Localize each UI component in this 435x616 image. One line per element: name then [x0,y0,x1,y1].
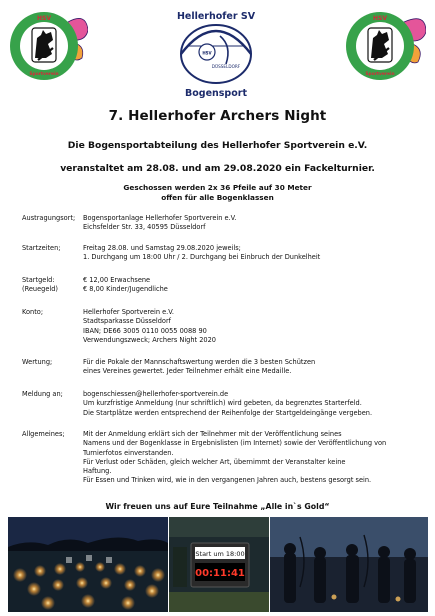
row-line: Haftung. [83,467,112,476]
row-line: Namens und der Bogenklasse in Ergebnislisten (im Internet) sowie der Veröffentlichung von [83,439,387,448]
subtitle-classes: offen für alle Bogenklassen [161,193,274,202]
row-label: Wertung; [22,358,53,366]
row-line: Turnierfotos einverstanden. [83,448,174,457]
row-label: Startgeld: [22,276,55,284]
photo-timer [169,517,269,612]
row-line: € 12,00 Erwachsene [83,276,151,284]
row-line: Eichsfelder Str. 33, 40595 Düsseldorf [83,223,206,232]
logo-center-top-text: Hellerhofer SV [176,11,256,22]
event-title: 7. Hellerhofer Archers Night [108,108,327,124]
logo-center-bottom-text: Bogensport [185,88,247,99]
subtitle-format [0,183,435,203]
closing-line: Wir freuen uns auf Eure Teilnahme „Alle in`s Gold“ [105,502,330,511]
logo-center-city: DÜSSELDORF [211,64,241,69]
logo-left-hsv-text: HSV [37,15,51,22]
row-line: Für Verlust oder Schäden, gleich welcher Art, übernimmt der Veranstalter keine [83,457,346,466]
photo-archers [270,517,428,612]
timer-label: Start um 18:00 [195,550,245,558]
email-link[interactable]: bogenschiessen@hellerhofer-sportverein.de [83,390,229,398]
row-line: Hellerhofer Sportverein e.V. [83,308,175,316]
svg-text:Sportverein: Sportverein [29,72,59,77]
row-line: Stadtsparkasse Düsseldorf [83,317,171,326]
row-line: Verwendungszweck; Archers Night 2020 [83,335,217,344]
row-line: € 8,00 Kinder/Jugendliche [83,285,168,294]
row-label-sub: (Reuegeld) [22,285,58,294]
row-label: Austragungsort; [22,214,76,222]
row-line: Die Startplätze werden entsprechend der Reihenfolge der Startgeldeingänge vergeben. [83,408,373,417]
subtitle-arrows: Geschossen werden 2x 36 Pfeile auf 30 Meter [123,183,312,192]
row-line: Bogensportanlage Hellerhofer Sportverein e.V. [83,214,237,222]
row-line: Freitag 28.08. und Samstag 29.08.2020 jeweils; [83,244,241,252]
row-line: Für Essen und Trinken wird, wie in den vergangenen Jahren auch, bestens gesorgt sein. [83,476,372,485]
row-label: Konto; [22,308,44,316]
hsv-club-logo-left [8,8,88,82]
timer-display: 00:11:41 [195,568,245,579]
row-line: Um kurzfristige Anmeldung (nur schriftlich) wird gebeten, da begrenztes Starterfeld. [83,399,362,408]
hsv-club-logo-right [346,8,426,82]
row-line: Für die Pokale der Mannschaftswertung werden die 3 besten Schützen [83,358,316,366]
row-line: Mit der Anmeldung erklärt sich der Teilnehmer mit der Veröffentlichung seines [83,430,342,438]
svg-text:HSV: HSV [202,50,212,56]
subtitle-organizer: Die Bogensportabteilung des Hellerhofer Sportverein e.V. [67,140,368,151]
iban: IBAN; DE66 3005 0110 0055 0088 90 [83,326,207,335]
row-label: Meldung an; [22,390,63,398]
row-line: eines Vereines gewertet. Jeder Teilnehmer erhält eine Medaille. [83,367,292,376]
row-line: 1. Durchgang um 18:00 Uhr / 2. Durchgang bei Einbruch der Dunkelheit [83,253,321,262]
svg-text:HSV: HSV [373,15,387,22]
svg-text:Sportverein: Sportverein [365,72,395,77]
subtitle-dates: veranstaltet am 28.08. und am 29.08.2020 ein Fackelturnier. [60,163,375,174]
bogensport-logo [160,6,272,102]
photo-torch-field [8,517,168,612]
row-label: Allgemeines; [22,430,65,438]
row-label: Startzeiten; [22,244,61,252]
